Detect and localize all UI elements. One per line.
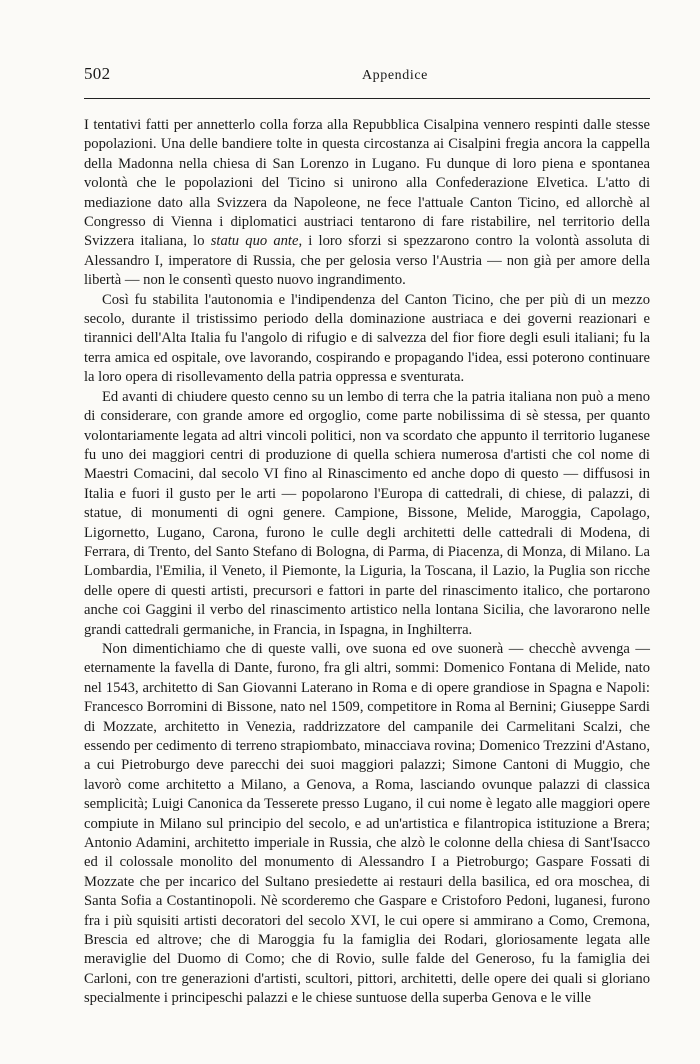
paragraph: [84, 116, 650, 291]
body-text: [84, 116, 650, 1009]
running-head: Appendice: [361, 68, 428, 83]
paragraph: Ed avanti di chiudere questo cenno su un lembo di terra che la patria italiana non può a meno di considerare, con grande amore ed orgoglio, come parte nobilissima di sè stessa, per quanto volontariamente legata ad altri vincoli politici, non va scordato che appunto il territorio luganese fu uno dei maggiori centri di produzione di quella schiera numerosa d'artisti che col nome di Maestri Comacini, dal secolo VI fino al Rinascimento ed anche dopo di questo — diffusosi in Italia e fuori il gusto per le arti — popolarono l'Europa di cattedrali, di chiese, di palazzi, di statue, di monumenti di ogni genere. Campione, Bissone, Melide, Maroggia, Capolago, Ligornetto, Lugano, Carona, furono le culle degli architetti delle cattedrali di Modena, di Ferrara, di Trento, del Santo Stefano di Bologna, di Parma, di Piacenza, di Monza, di Milano. La Lombardia, l'Emilia, il Veneto, il Piemonte, la Liguria, la Toscana, il Lazio, la Puglia son ricche delle opere di questi artisti, precursori e fattori in parte del rinascimento italico, che portarono anche coi Gaggini il verbo del rinascimento artistico nella lontana Sicilia, che lavorarono nelle grandi cattedrali germaniche, in Francia, in Ispagna, in Inghilterra.: [84, 388, 650, 638]
paragraph-text: I tentativi fatti per annetterlo colla forza alla Repubblica Cisalpina vennero respinti dalle stesse popolazioni. Una delle bandiere tolte in questa circostanza ai Cisalpini fregia ancora la cappella della Madonna nella chiesa di San Lorenzo in Lugano. Fu dunque di loro piena e spontanea volontà che le popolazioni del Ticino si unirono alla Confederazione Elvetica. L'atto di mediazione dato alla Svizzera da Napoleone, ne fece l'attuale Canton Ticino, ed allorchè al Congresso di Vienna i diplomatici austriaci tentarono di fare ristabilire, nel territorio della Svizzera italiana, lo: [84, 117, 650, 250]
paragraph: Non dimentichiamo che di queste valli, ove suona ed ove suonerà — checchè avvenga — eternamente la favella di Dante, furono, fra gli altri, sommi: Domenico Fontana di Melide, nato nel 1543, architetto di San Giovanni Laterano in Roma e di opere grandiose in Spagna e Napoli: Francesco Borromini di Bissone, nato nel 1509, competitore in Roma al Bernini; Giuseppe Sardi di Mozzate, architetto in Venezia, raddrizzatore del campanile dei Carmelitani Scalzi, che essendo per cedimento di terreno strapiombato, minacciava rovina; Domenico Trezzini d'Astano, a cui Pietroburgo deve parecchi dei suoi maggiori palazzi; Simone Cantoni di Muggio, che lavorò come architetto a Milano, a Genova, a Roma, lasciando ovunque palazzi di classica semplicità; Luigi Canonica da Tesserete presso Lugano, il cui nome è legato alle maggiori opere compiute in Milano sul principio del secolo, e ad un'artistica e filantropica istituzione a Brera; Antonio Adamini, architetto imperiale in Russia, che alzò le colonne della chiesa di Sant'Isacco ed il colossale monolito del monumento di Alessandro I a Pietroburgo; Gaspare Fossati di Mozzate che per incarico del Sultano presiedette ai restauri della basilica, ed ora moschea, di Santa Sofia a Costantinopoli. Nè scorderemo che Gaspare e Cristoforo Pedoni, luganesi, furono fra i più squisiti artisti decoratori del secolo XVI, le cui opere si ammirano a Como, Cremona, Brescia ed altrove; che di Maroggia fu la famiglia dei Rodari, gloriosamente legata alle meraviglie del Duomo di Como; che di Rovio, sulle falde del Generoso, fu la famiglia dei Carloni, con tre generazioni d'artisti, scultori, pittori, architetti, delle opere dei quali si gloriano specialmente i principeschi palazzi e le chiese suntuose della superba Genova e le ville: [84, 640, 650, 1007]
latin-phrase: statu quo ante: [210, 233, 299, 250]
page-number: 502: [84, 64, 111, 83]
paragraph: Così fu stabilita l'autonomia e l'indipendenza del Canton Ticino, che per più di un mezzo secolo, durante il tristissimo periodo della dominazione austriaca e dei governi reazionari e tirannici dell'Alta Italia fu l'angolo di rifugio e di salvezza del fior fiore degli esuli italiani; fu la terra amica ed ospitale, ove lavorando, cospirando e propagando l'idea, essi poterono continuare la loro opera di risollevamento della patria oppressa e sventurata.: [84, 291, 650, 386]
header-rule: [84, 98, 650, 99]
book-page: [84, 64, 650, 1009]
page-header: [84, 64, 650, 90]
paragraph-text: , i loro sforzi si spezzarono contro la volontà assoluta di Alessandro I, imperatore di Russia, che per gelosia verso l'Austria — non già per amore della libertà — non le consentì questo nuovo ingrandimento.: [84, 233, 650, 289]
